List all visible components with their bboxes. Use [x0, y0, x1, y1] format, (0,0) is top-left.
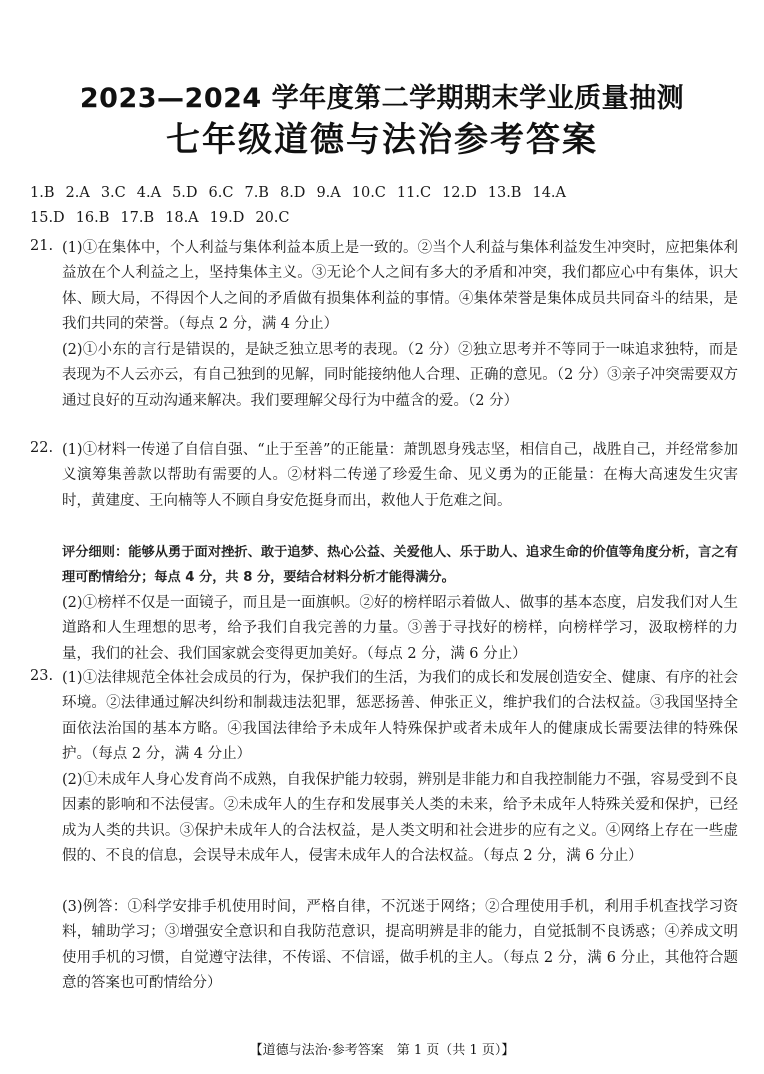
choice-answers-row-1 — [30, 185, 577, 201]
question-21-number: 21. — [30, 238, 54, 254]
exam-title: 2023—2024 学年度第二学期期末学业质量抽测 — [79, 83, 685, 114]
choice-answer: 16.B — [75, 210, 110, 226]
choice-answer: 6.C — [208, 185, 234, 201]
question-22-number: 22. — [30, 440, 54, 456]
choice-answer: 18.A — [165, 210, 199, 226]
choice-answer: 19.D — [209, 210, 245, 226]
question-22-grading-notes: 评分细则：能够从勇于面对挫折、敢于追梦、热心公益、关爱他人、乐于助人、追求生命的价值等角度分析，言之有理可酌情给分；每点 4 分，共 8 分，要结合材料分析才能得满分。 — [62, 545, 738, 586]
choice-answer: 2.A — [65, 185, 90, 201]
choice-answer: 7.B — [244, 185, 269, 201]
choice-answer: 15.D — [30, 210, 65, 226]
question-22-part-1: (1)①材料一传递了自信自强、“止于至善”的正能量：萧凯恩身残志坚，相信自己，战胜自己，并经常参加义演筹集善款以帮助有需要的人。②材料二传递了珍爱生命、见义勇为的正能量：在梅大高速发生灾害时，黄建度、王向楠等人不顾自身安危挺身而出，救他人于危难之间。 — [62, 442, 738, 509]
choice-answers-row-2 — [30, 210, 301, 226]
question-21-part-2: (2)①小东的言行是错误的，是缺乏独立思考的表现。（2 分）②独立思考并不等同于一味追求独特，而是表现为不人云亦云，有自己独到的见解，同时能接纳他人合理、正确的意见。（2 分）③亲子冲突需要双方通过良好的互动沟通来解决。我们要理解父母行为中蕴含的爱。（2 分） — [62, 342, 738, 409]
question-21-part-1: (1)①在集体中，个人利益与集体利益本质上是一致的。②当个人利益与集体利益发生冲突时，应把集体利益放在个人利益之上，坚持集体主义。③无论个人之间有多大的矛盾和冲突，我们都应心中有集体，识大体、顾大局，不得因个人之间的矛盾做有损集体利益的事情。④集体荣誉是集体成员共同奋斗的结果，是我们共同的荣誉。（每点 2 分，满 4 分止） — [62, 240, 738, 333]
page-footer: 【道德与法治·参考答案 第 1 页（共 1 页）】 — [249, 1043, 515, 1058]
choice-answer: 5.D — [172, 185, 198, 201]
question-23-number: 23. — [30, 668, 54, 684]
choice-answer: 17.B — [120, 210, 155, 226]
choice-answer: 1.B — [30, 185, 55, 201]
choice-answer: 9.A — [316, 185, 341, 201]
question-23-part-3: (3)例答：①科学安排手机使用时间，严格自律，不沉迷于网络；②合理使用手机，利用手机查找学习资料，辅助学习；③增强安全意识和自我防范意识，提高明辨是非的能力，自觉抵制不良诱惑；④养成文明使用手机的习惯，自觉遵守法律，不传谣、不信谣，做手机的主人。（每点 2 分，满 6 分止，其他符合题意的答案也可酌情给分） — [62, 899, 738, 992]
choice-answer: 10.C — [351, 185, 386, 201]
choice-answer: 13.B — [487, 185, 522, 201]
question-22-part-2: (2)①榜样不仅是一面镜子，而且是一面旗帜。②好的榜样昭示着做人、做事的基本态度，启发我们对人生道路和人生理想的思考，给予我们自我完善的力量。③善于寻找好的榜样，向榜样学习，汲取榜样的力量，我们的社会、我们国家就会变得更加美好。（每点 2 分，满 6 分止） — [62, 595, 738, 662]
choice-answer: 3.C — [100, 185, 126, 201]
choice-answer: 4.A — [136, 185, 162, 201]
answer-key-title: 七年级道德与法治参考答案 — [166, 120, 598, 160]
choice-answer: 20.C — [255, 210, 290, 226]
choice-answer: 14.A — [532, 185, 566, 201]
choice-answer: 11.C — [396, 185, 432, 201]
choice-answer: 8.D — [279, 185, 306, 201]
question-23-part-2: (2)①未成年人身心发育尚不成熟，自我保护能力较弱，辨别是非能力和自我控制能力不强，容易受到不良因素的影响和不法侵害。②未成年人的生存和发展事关人类的未来，给予未成年人特殊关爱和保护，已经成为人类的共识。③保护未成年人的合法权益，是人类文明和社会进步的应有之义。④网络上存在一些虚假的、不良的信息，会误导未成年人，侵害未成年人的合法权益。（每点 2 分，满 6 分止） — [62, 772, 738, 865]
choice-answer: 12.D — [442, 185, 477, 201]
question-23-part-1: (1)①法律规范全体社会成员的行为，保护我们的生活，为我们的成长和发展创造安全、健康、有序的社会环境。②法律通过解决纠纷和制裁违法犯罪，惩恶扬善、伸张正义，维护我们的合法权益。③我国坚持全面依法治国的基本方略。④我国法律给予未成年人特殊保护或者未成年人的健康成长需要法律的特殊保护。（每点 2 分，满 4 分止） — [62, 670, 738, 763]
